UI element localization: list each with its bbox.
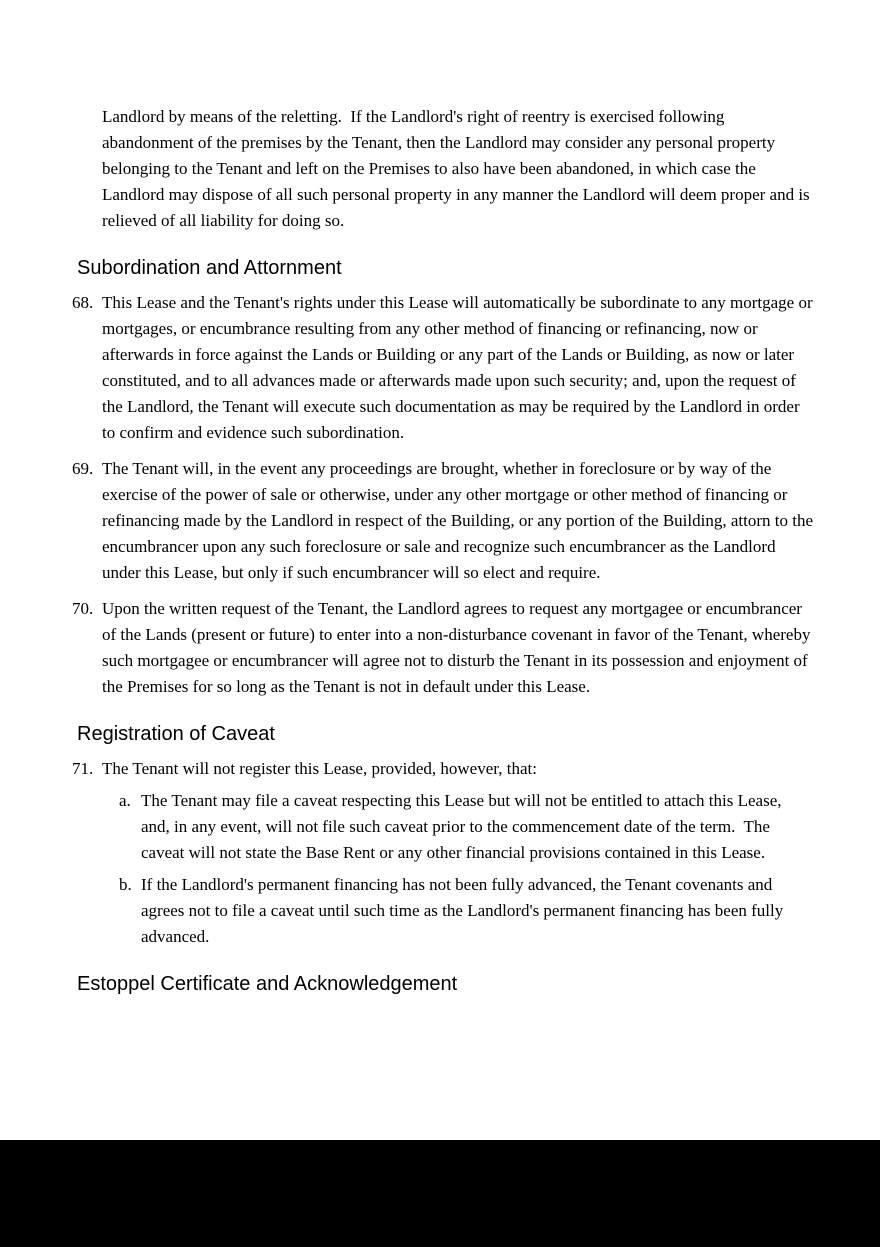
clause-body: [102, 756, 814, 950]
clause-text: This Lease and the Tenant's rights under this Lease will automatically be subordinate to any mortgage or mortgages, or encumbrance resulting from any other method of financing or refinancing, now or afterwards in force against the Lands or Building or any part of the Lands or Building, as now or later constituted, and to all advances made or afterwards made upon such security; and, upon the request of the Landlord, the Tenant will execute such documentation as may be required by the Landlord in order to confirm and evidence such subordination.: [102, 293, 817, 442]
clause-71: [72, 756, 814, 950]
subclause-letter: a.: [119, 791, 131, 810]
section-heading-registration-of-caveat: Registration of Caveat: [77, 723, 275, 745]
clause-number: 69.: [72, 459, 94, 478]
subclause-text: If the Landlord's permanent financing has not been fully advanced, the Tenant covenants and agrees not to file a caveat until such time as the Landlord's permanent financing has been fully advanced.: [141, 875, 788, 946]
clause-text: The Tenant will not register this Lease, provided, however, that:: [102, 759, 537, 778]
clause-69: [72, 456, 818, 586]
subclause-letter: b.: [119, 875, 132, 894]
clause-continuation-paragraph: Landlord by means of the reletting. If the Landlord's right of reentry is exercised following abandonment of the premises by the Tenant, then the Landlord may consider any personal property belonging to the Tenant and left on the Premises to also have been abandoned, in which case the Landlord may dispose of all such personal property in any manner the Landlord will deem proper and is relieved of all liability for doing so.: [102, 107, 814, 230]
subclause-71a: [119, 788, 814, 866]
clause-70: [72, 596, 814, 700]
subclause-text: The Tenant may file a caveat respecting this Lease but will not be entitled to attach this Lease, and, in any event, will not file such caveat prior to the commencement date of the term. The caveat will not state the Base Rent or any other financial provisions contained in this Lease.: [141, 791, 786, 862]
clause-number: 70.: [72, 599, 94, 618]
bottom-black-bar: [0, 1140, 880, 1247]
clause-text: The Tenant will, in the event any proceedings are brought, whether in foreclosure or by way of the exercise of the power of sale or otherwise, under any other mortgage or other method of financing or refinancing made by the Landlord in respect of the Building, or any portion of the Building, attorn to the encumbrancer upon any such foreclosure or sale and recognize such encumbrancer as the Landlord under this Lease, but only if such encumbrancer will so elect and require.: [102, 459, 818, 582]
clause-text: Upon the written request of the Tenant, the Landlord agrees to request any mortgagee or encumbrancer of the Lands (present or future) to enter into a non-disturbance covenant in favor of the Tenant, whereby such mortgagee or encumbrancer will agree not to disturb the Tenant in its possession and enjoyment of the Premises for so long as the Tenant is not in default under this Lease.: [102, 599, 815, 696]
section-heading-subordination-and-attornment: Subordination and Attornment: [77, 257, 342, 279]
clause-68: [72, 290, 817, 446]
clause-number: 68.: [72, 293, 94, 312]
clause-number: 71.: [72, 759, 94, 778]
section-heading-estoppel-certificate-and-acknowledgement: Estoppel Certificate and Acknowledgement: [77, 973, 458, 995]
subclause-71b: [119, 872, 814, 950]
